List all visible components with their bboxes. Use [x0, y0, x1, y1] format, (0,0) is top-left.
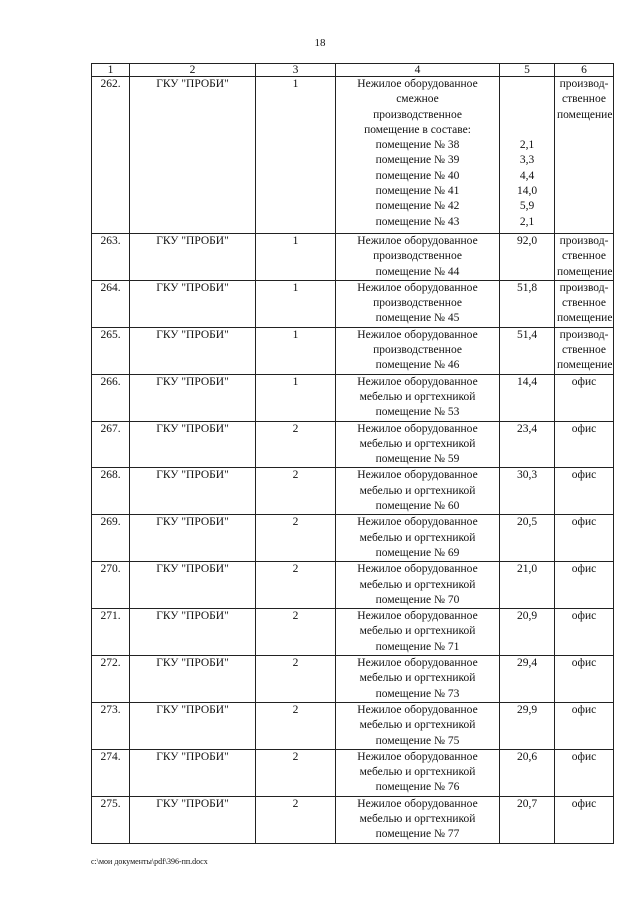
table-row: [92, 77, 614, 234]
row-number: 275.: [92, 796, 130, 843]
area-cell: [500, 609, 555, 656]
area-cell: [500, 421, 555, 468]
premises-description: [336, 374, 500, 421]
description-line: производственное: [373, 297, 462, 310]
purpose-cell: [555, 702, 614, 749]
area-value: 20,6: [516, 750, 538, 763]
description-line: Нежилое оборудованное: [357, 422, 478, 435]
floor-number: 2: [256, 749, 336, 796]
area-value: 4,4: [519, 169, 535, 182]
organization-name: ГКУ "ПРОБИ": [130, 374, 256, 421]
purpose-line: помещение: [557, 265, 613, 278]
premises-description: [336, 702, 500, 749]
area-value: 5,9: [519, 200, 535, 213]
description-line: производственное: [373, 108, 462, 121]
purpose-cell: [555, 796, 614, 843]
area-value: [502, 123, 552, 138]
description-line: помещение № 46: [375, 359, 460, 372]
description-line: помещение в составе:: [364, 123, 471, 136]
page-number: 18: [314, 37, 326, 49]
table-row: [92, 749, 614, 796]
description-line: мебелью и оргтехникой: [359, 390, 476, 403]
organization-name: ГКУ "ПРОБИ": [130, 327, 256, 374]
description-line: мебелью и оргтехникой: [359, 672, 476, 685]
organization-name: ГКУ "ПРОБИ": [130, 234, 256, 281]
header-row: [92, 64, 614, 77]
description-line: Нежилое оборудованное: [357, 235, 478, 247]
purpose-line: офис: [571, 375, 597, 388]
organization-name: ГКУ "ПРОБИ": [130, 468, 256, 515]
row-number: 267.: [92, 421, 130, 468]
purpose-line: офис: [571, 657, 597, 670]
floor-number: 1: [256, 327, 336, 374]
organization-name: ГКУ "ПРОБИ": [130, 749, 256, 796]
area-value: 2,1: [519, 139, 535, 152]
row-number: 269.: [92, 515, 130, 562]
floor-number: 2: [256, 562, 336, 609]
organization-name: ГКУ "ПРОБИ": [130, 702, 256, 749]
description-line: помещение № 77: [375, 828, 460, 841]
area-cell: [500, 374, 555, 421]
description-line: Нежилое оборудованное: [357, 375, 478, 388]
purpose-line: офис: [571, 797, 597, 810]
area-value: 21,0: [516, 563, 538, 576]
description-line: мебелью и оргтехникой: [359, 766, 476, 779]
description-line: Нежилое оборудованное: [357, 703, 478, 716]
purpose-cell: [555, 656, 614, 703]
area-value: 23,4: [516, 422, 538, 435]
floor-number: 1: [256, 234, 336, 281]
area-value: 14,0: [516, 185, 538, 198]
row-number: 270.: [92, 562, 130, 609]
premises-description: [336, 796, 500, 843]
description-line: помещение № 38: [375, 139, 460, 152]
area-cell: [500, 77, 555, 234]
purpose-line: офис: [571, 422, 597, 435]
table-row: [92, 796, 614, 843]
description-line: мебелью и оргтехникой: [359, 437, 476, 450]
row-number: 268.: [92, 468, 130, 515]
floor-number: 2: [256, 468, 336, 515]
area-cell: [500, 796, 555, 843]
description-line: Нежилое оборудованное: [357, 469, 478, 482]
organization-name: ГКУ "ПРОБИ": [130, 796, 256, 843]
area-cell: [500, 234, 555, 281]
area-value: 20,9: [516, 610, 538, 623]
purpose-line: ственное: [562, 250, 606, 263]
area-value: 51,4: [516, 328, 538, 341]
purpose-line: ственное: [562, 93, 606, 106]
table-row: [92, 234, 614, 281]
row-number: 272.: [92, 656, 130, 703]
purpose-line: офис: [571, 469, 597, 482]
organization-name: ГКУ "ПРОБИ": [130, 562, 256, 609]
description-line: Нежилое оборудованное: [357, 281, 478, 294]
description-line: помещение № 76: [375, 781, 460, 794]
floor-number: 1: [256, 374, 336, 421]
row-number: 263.: [92, 234, 130, 281]
column-header: 2: [130, 64, 256, 77]
row-number: 262.: [92, 77, 130, 234]
purpose-cell: [555, 77, 614, 234]
description-line: производственное: [373, 250, 462, 263]
table-row: [92, 562, 614, 609]
organization-name: ГКУ "ПРОБИ": [130, 609, 256, 656]
area-value: 30,3: [516, 469, 538, 482]
area-cell: [500, 702, 555, 749]
purpose-line: офис: [571, 750, 597, 763]
row-number: 265.: [92, 327, 130, 374]
purpose-line: офис: [571, 610, 597, 623]
table-row: [92, 656, 614, 703]
purpose-cell: [555, 515, 614, 562]
table-row: [92, 609, 614, 656]
purpose-line: помещение: [557, 312, 613, 325]
description-line: мебелью и оргтехникой: [359, 578, 476, 591]
description-line: Нежилое оборудованное: [357, 750, 478, 763]
description-line: Нежилое оборудованное: [357, 78, 478, 90]
area-value: 3,3: [519, 154, 535, 167]
row-number: 266.: [92, 374, 130, 421]
description-line: мебелью и оргтехникой: [359, 812, 476, 825]
floor-number: 2: [256, 702, 336, 749]
premises-description: [336, 749, 500, 796]
floor-number: 1: [256, 280, 336, 327]
description-line: помещение № 41: [375, 185, 460, 198]
description-line: помещение № 44: [375, 265, 460, 278]
premises-description: [336, 327, 500, 374]
row-number: 274.: [92, 749, 130, 796]
row-number: 271.: [92, 609, 130, 656]
table-row: [92, 374, 614, 421]
area-value: 29,4: [516, 657, 538, 670]
area-cell: [500, 468, 555, 515]
description-line: помещение № 53: [375, 406, 460, 419]
description-line: помещение № 43: [375, 215, 460, 228]
description-line: помещение № 69: [375, 546, 460, 559]
description-line: помещение № 59: [375, 453, 460, 466]
purpose-cell: [555, 562, 614, 609]
area-cell: [500, 515, 555, 562]
description-line: помещение № 42: [375, 200, 460, 213]
floor-number: 2: [256, 515, 336, 562]
purpose-line: помещение: [557, 359, 613, 372]
organization-name: ГКУ "ПРОБИ": [130, 77, 256, 234]
premises-description: [336, 280, 500, 327]
premises-description: [336, 468, 500, 515]
description-line: помещение № 39: [375, 154, 460, 167]
purpose-cell: [555, 234, 614, 281]
column-header: 4: [336, 64, 500, 77]
purpose-line: офис: [571, 516, 597, 529]
description-line: Нежилое оборудованное: [357, 657, 478, 670]
area-value: 92,0: [516, 235, 538, 247]
area-value: 20,7: [516, 797, 538, 810]
description-line: помещение № 75: [375, 734, 460, 747]
column-header: 3: [256, 64, 336, 77]
purpose-line: производ-: [559, 281, 609, 294]
purpose-line: ственное: [562, 344, 606, 357]
area-cell: [500, 749, 555, 796]
column-header: 1: [92, 64, 130, 77]
table-row: [92, 280, 614, 327]
column-header: 6: [555, 64, 614, 77]
floor-number: 2: [256, 421, 336, 468]
description-line: Нежилое оборудованное: [357, 328, 478, 341]
area-value: 29,9: [516, 703, 538, 716]
organization-name: ГКУ "ПРОБИ": [130, 515, 256, 562]
table-row: [92, 702, 614, 749]
table-row: [92, 468, 614, 515]
description-line: мебелью и оргтехникой: [359, 531, 476, 544]
floor-number: 2: [256, 656, 336, 703]
description-line: смежное: [396, 93, 439, 106]
description-line: помещение № 45: [375, 312, 460, 325]
area-cell: [500, 327, 555, 374]
organization-name: ГКУ "ПРОБИ": [130, 280, 256, 327]
purpose-cell: [555, 327, 614, 374]
premises-description: [336, 234, 500, 281]
description-line: мебелью и оргтехникой: [359, 719, 476, 732]
area-value: 51,8: [516, 281, 538, 294]
property-table: [91, 63, 614, 844]
area-cell: [500, 562, 555, 609]
description-line: мебелью и оргтехникой: [359, 484, 476, 497]
table-row: [92, 515, 614, 562]
premises-description: [336, 421, 500, 468]
premises-description: [336, 515, 500, 562]
area-value: [502, 108, 552, 123]
purpose-cell: [555, 749, 614, 796]
table-row: [92, 421, 614, 468]
description-line: Нежилое оборудованное: [357, 563, 478, 576]
row-number: 273.: [92, 702, 130, 749]
column-header: 5: [500, 64, 555, 77]
area-value: [502, 77, 552, 92]
floor-number: 2: [256, 609, 336, 656]
description-line: Нежилое оборудованное: [357, 797, 478, 810]
purpose-cell: [555, 374, 614, 421]
premises-description: [336, 77, 500, 234]
area-value: 20,5: [516, 516, 538, 529]
description-line: Нежилое оборудованное: [357, 516, 478, 529]
description-line: помещение № 40: [375, 169, 460, 182]
table-body: [92, 64, 614, 844]
area-cell: [500, 656, 555, 703]
floor-number: 2: [256, 796, 336, 843]
purpose-line: производ-: [559, 235, 609, 247]
organization-name: ГКУ "ПРОБИ": [130, 656, 256, 703]
purpose-cell: [555, 468, 614, 515]
row-number: 264.: [92, 280, 130, 327]
description-line: производственное: [373, 344, 462, 357]
purpose-line: производ-: [559, 328, 609, 341]
description-line: Нежилое оборудованное: [357, 610, 478, 623]
area-cell: [500, 280, 555, 327]
premises-description: [336, 609, 500, 656]
purpose-cell: [555, 280, 614, 327]
purpose-cell: [555, 421, 614, 468]
area-value: 2,1: [519, 215, 535, 228]
area-value: 14,4: [516, 375, 538, 388]
description-line: помещение № 71: [375, 640, 460, 653]
purpose-cell: [555, 609, 614, 656]
premises-description: [336, 656, 500, 703]
purpose-line: помещение: [557, 108, 613, 121]
area-value: [502, 92, 552, 107]
description-line: мебелью и оргтехникой: [359, 625, 476, 638]
purpose-line: офис: [571, 563, 597, 576]
description-line: помещение № 60: [375, 500, 460, 513]
purpose-line: ственное: [562, 297, 606, 310]
purpose-line: офис: [571, 703, 597, 716]
description-line: помещение № 70: [375, 593, 460, 606]
table-row: [92, 327, 614, 374]
file-path-footer: c:\мои документы\pdf\396-пп.docx: [91, 857, 208, 866]
organization-name: ГКУ "ПРОБИ": [130, 421, 256, 468]
description-line: помещение № 73: [375, 687, 460, 700]
purpose-line: производ-: [559, 78, 609, 90]
floor-number: 1: [256, 77, 336, 234]
premises-description: [336, 562, 500, 609]
